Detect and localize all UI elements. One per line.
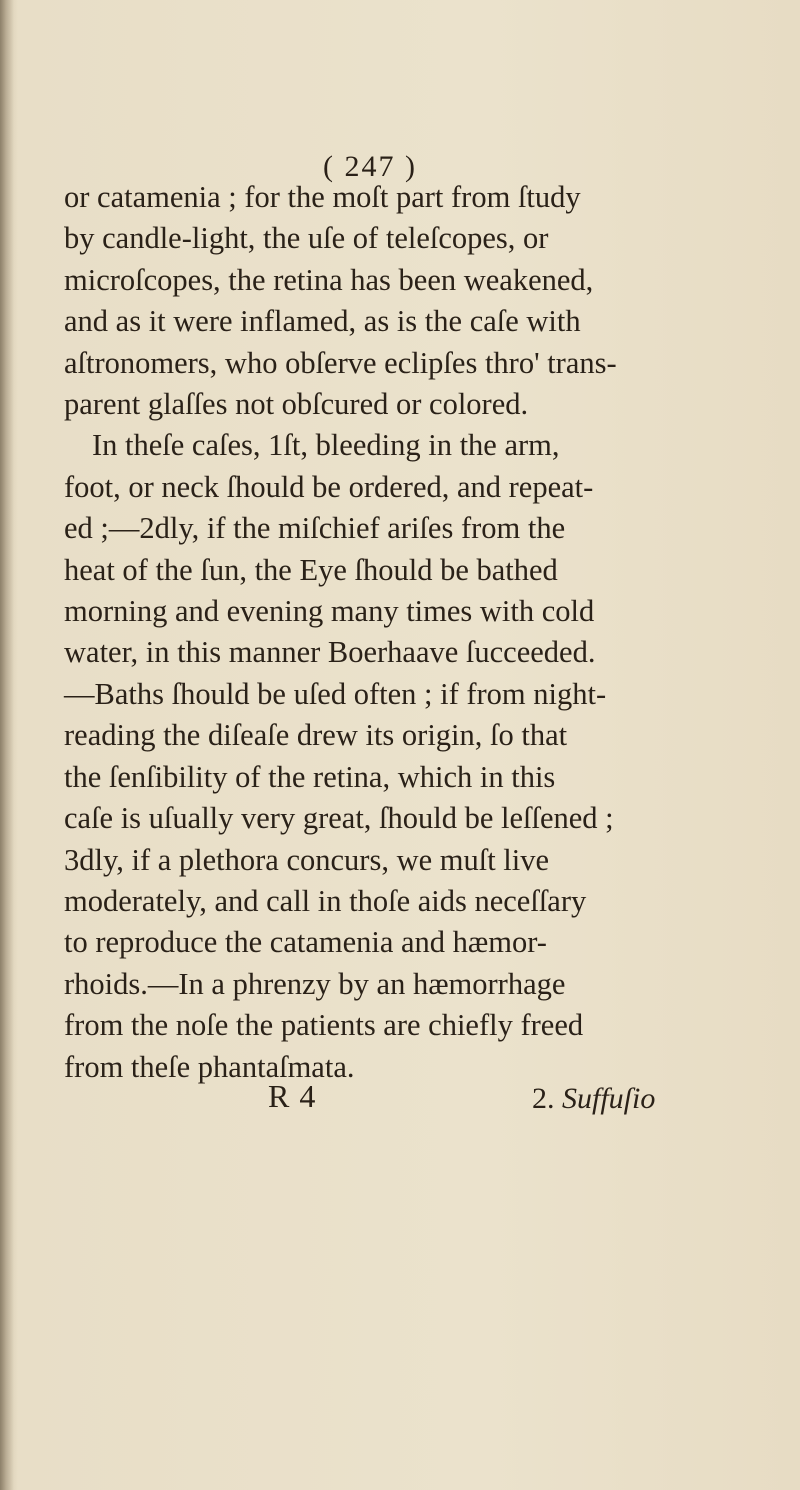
catchword-word: Suffuſio [562, 1082, 656, 1115]
text-line: reading the diſeaſe drew its origin, ſo that [64, 718, 568, 753]
text-line: from the noſe the patients are chiefly freed [64, 1008, 584, 1043]
text-line: by candle-light, the uſe of teleſcopes, or [64, 221, 549, 256]
text-line: and as it were inflamed, as is the caſe with [64, 304, 581, 339]
text-line: from theſe phantaſmata. [64, 1049, 355, 1084]
text-line: caſe is uſually very great, ſhould be leſſened ; [64, 801, 614, 836]
text-line: rhoids.—In a phrenzy by an hæmorrhage [64, 966, 566, 1001]
text-line: 3dly, if a plethora concurs, we muſt live [64, 842, 550, 877]
text-line: aſtronomers, who obſerve eclipſes thro' trans- [64, 345, 617, 380]
signature-mark: R 4 [268, 1078, 317, 1114]
text-line: heat of the ſun, the Eye ſhould be bathed [64, 552, 558, 587]
text-line: —Baths ſhould be uſed often ; if from night- [64, 676, 607, 711]
body-text [64, 177, 764, 1088]
text-line: moderately, and call in thoſe aids neceſſary [64, 883, 587, 918]
text-line: or catamenia ; for the moſt part from ſtudy [64, 180, 581, 214]
text-line: to reproduce the catamenia and hæmor- [64, 925, 547, 960]
text-line: morning and evening many times with cold [64, 594, 595, 629]
text-line: microſcopes, the retina has been weakened, [64, 262, 594, 297]
page-footer [0, 1078, 800, 1118]
catchword-number: 2. [532, 1082, 555, 1115]
spine-shadow [0, 0, 14, 1490]
text-line: ed ;—2dly, if the miſchief ariſes from the [64, 511, 566, 546]
text-line: In theſe caſes, 1ſt, bleeding in the arm, [92, 428, 560, 463]
text-line: water, in this manner Boerhaave ſucceeded. [64, 635, 596, 670]
text-line: foot, or neck ſhould be ordered, and repeat- [64, 469, 594, 504]
text-line: parent glaſſes not obſcured or colored. [64, 387, 529, 422]
text-line: the ſenſibility of the retina, which in this [64, 759, 556, 794]
catchword [532, 1082, 655, 1116]
page-number: ( 247 ) [323, 150, 417, 183]
